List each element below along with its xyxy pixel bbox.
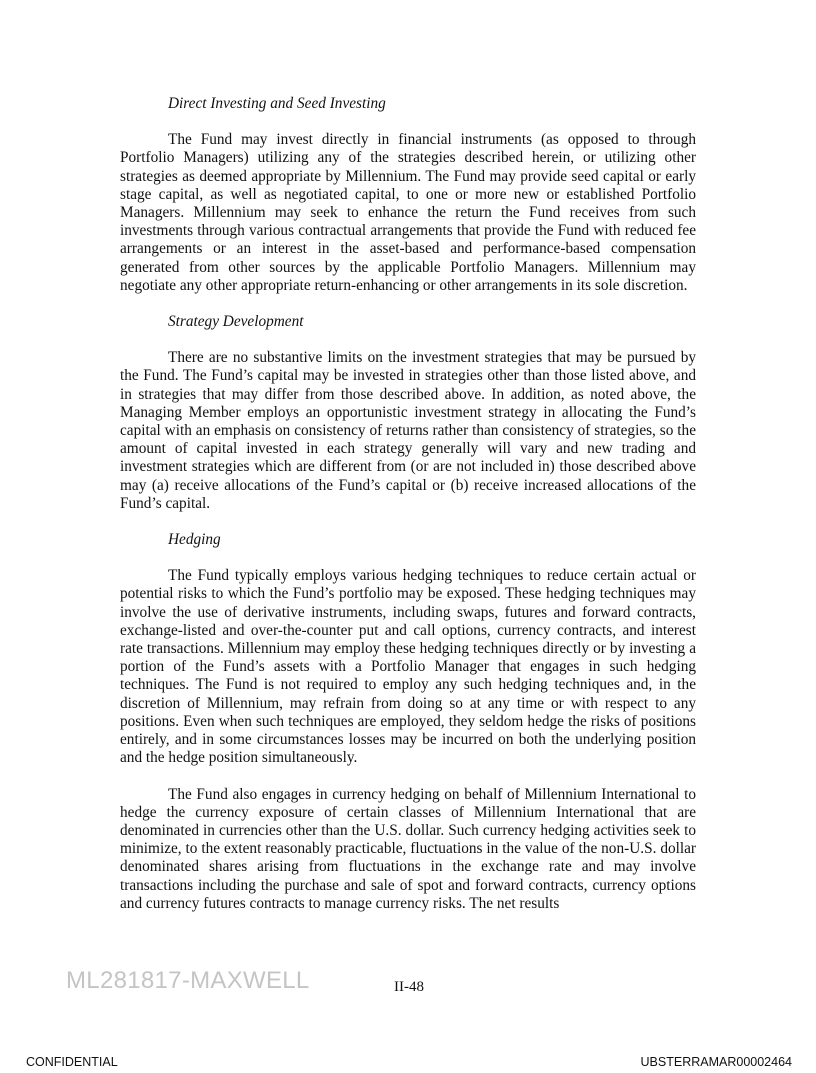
bates-number: UBSTERRAMAR00002464 (640, 1055, 792, 1069)
document-body (120, 95, 696, 931)
section-heading-direct-investing: Direct Investing and Seed Investing (168, 95, 386, 112)
paragraph: There are no substantive limits on the investment strategies that may be pursued by the Fund. The Fund’s capital may be invested in strategies other than those listed above, and in strategies that may differ from those described above. In addition, as noted above, the Managing Member employs an opportunistic investment strategy in allocating the Fund’s capital with an emphasis on consistency of returns rather than consistency of strategies, so the amount of capital invested in each strategy generally will vary and new trading and investment strategies which are different from (or are not included in) those described above may (a) receive allocations of the Fund’s capital or (b) receive increased allocations of the Fund’s capital. (120, 349, 696, 512)
confidential-label: CONFIDENTIAL (26, 1055, 118, 1069)
paragraph: The Fund may invest directly in financial instruments (as opposed to through Portfolio Managers) utilizing any of the strategies described herein, or utilizing other strategies as deemed appropriate by Millennium. The Fund may provide seed capital or early stage capital, as well as negotiated capital, to one or more new or established Portfolio Managers. Millennium may seek to enhance the return the Fund receives from such investments through various contractual arrangements that provide the Fund with reduced fee arrangements or an interest in the asset-based and performance-based compensation generated from other sources by the applicable Portfolio Managers. Millennium may negotiate any other appropriate return-enhancing or other arrangements in its sole discretion. (120, 131, 696, 294)
section-heading-hedging: Hedging (168, 531, 221, 549)
page-number: II-48 (394, 979, 424, 995)
paragraph: The Fund also engages in currency hedging on behalf of Millennium International to hedge the currency exposure of certain classes of Millennium International that are denominated in currencies other than the U.S. dollar. Such currency hedging activities seek to minimize, to the extent reasonably practicable, fluctuations in the value of the non-U.S. dollar denominated shares arising from fluctuations in the exchange rate and may involve transactions including the purchase and sale of spot and forward contracts, currency options and currency futures contracts to manage currency risks. The net results (120, 785, 696, 912)
section-heading-strategy-development: Strategy Development (168, 313, 304, 331)
maxwell-stamp: ML281817-MAXWELL (66, 967, 310, 994)
paragraph: The Fund typically employs various hedging techniques to reduce certain actual or potential risks to which the Fund’s portfolio may be exposed. These hedging techniques may involve the use of derivative instruments, including swaps, futures and forward contracts, exchange-listed and over-the-counter put and call options, currency contracts, and interest rate transactions. Millennium may employ these hedging techniques directly or by investing a portion of the Fund’s assets with a Portfolio Manager that engages in such hedging techniques. The Fund is not required to employ any such hedging techniques and, in the discretion of Millennium, may refrain from doing so at any time or with respect to any positions. Even when such techniques are employed, they seldom hedge the risks of positions entirely, and in some circumstances losses may be incurred on both the underlying position and the hedge position simultaneously. (120, 567, 696, 767)
